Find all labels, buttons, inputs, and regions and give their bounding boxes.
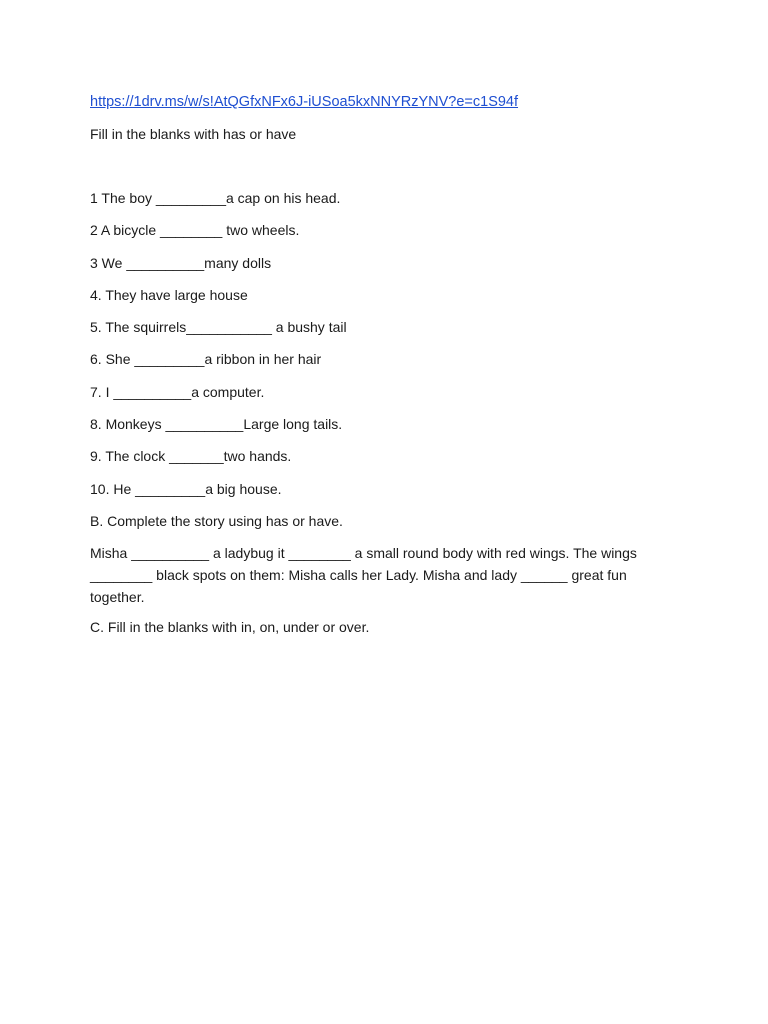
question-item: 6. She _________a ribbon in her hair [90,351,322,368]
section-b-title: B. Complete the story using has or have. [90,512,343,529]
question-item: 5. The squirrels___________ a bushy tail [90,319,347,336]
question-item: 4. They have large house [90,286,248,303]
question-item: 10. He _________a big house. [90,480,282,497]
onedrive-link[interactable]: https://1drv.ms/w/s!AtQGfxNFx6J-iUSoa5kxNNYRzYNV?e=c1S94f [90,94,519,110]
section-c [90,618,680,636]
question-item: 3 We __________many dolls [90,254,272,271]
instruction-text: Fill in the blanks with has or have [90,126,297,142]
question-item: 1 The boy _________a cap on his head. [90,190,341,206]
questions-list [90,189,680,498]
question-item: 2 A bicycle ________ two wheels. [90,222,300,239]
question-item: 8. Monkeys __________Large long tails. [90,416,343,433]
section-b [90,512,680,608]
section-c-title: C. Fill in the blanks with in, on, under or over. [90,618,370,635]
question-item: 7. I __________a computer. [90,383,265,400]
document-page [90,93,680,636]
question-item: 9. The clock _______two hands. [90,448,292,465]
section-b-story: Misha __________ a ladybug it ________ a small round body with red wings. The wings ________ black spots on them: Misha calls her Lady. Misha and lady ______ great fun together. [90,544,637,605]
